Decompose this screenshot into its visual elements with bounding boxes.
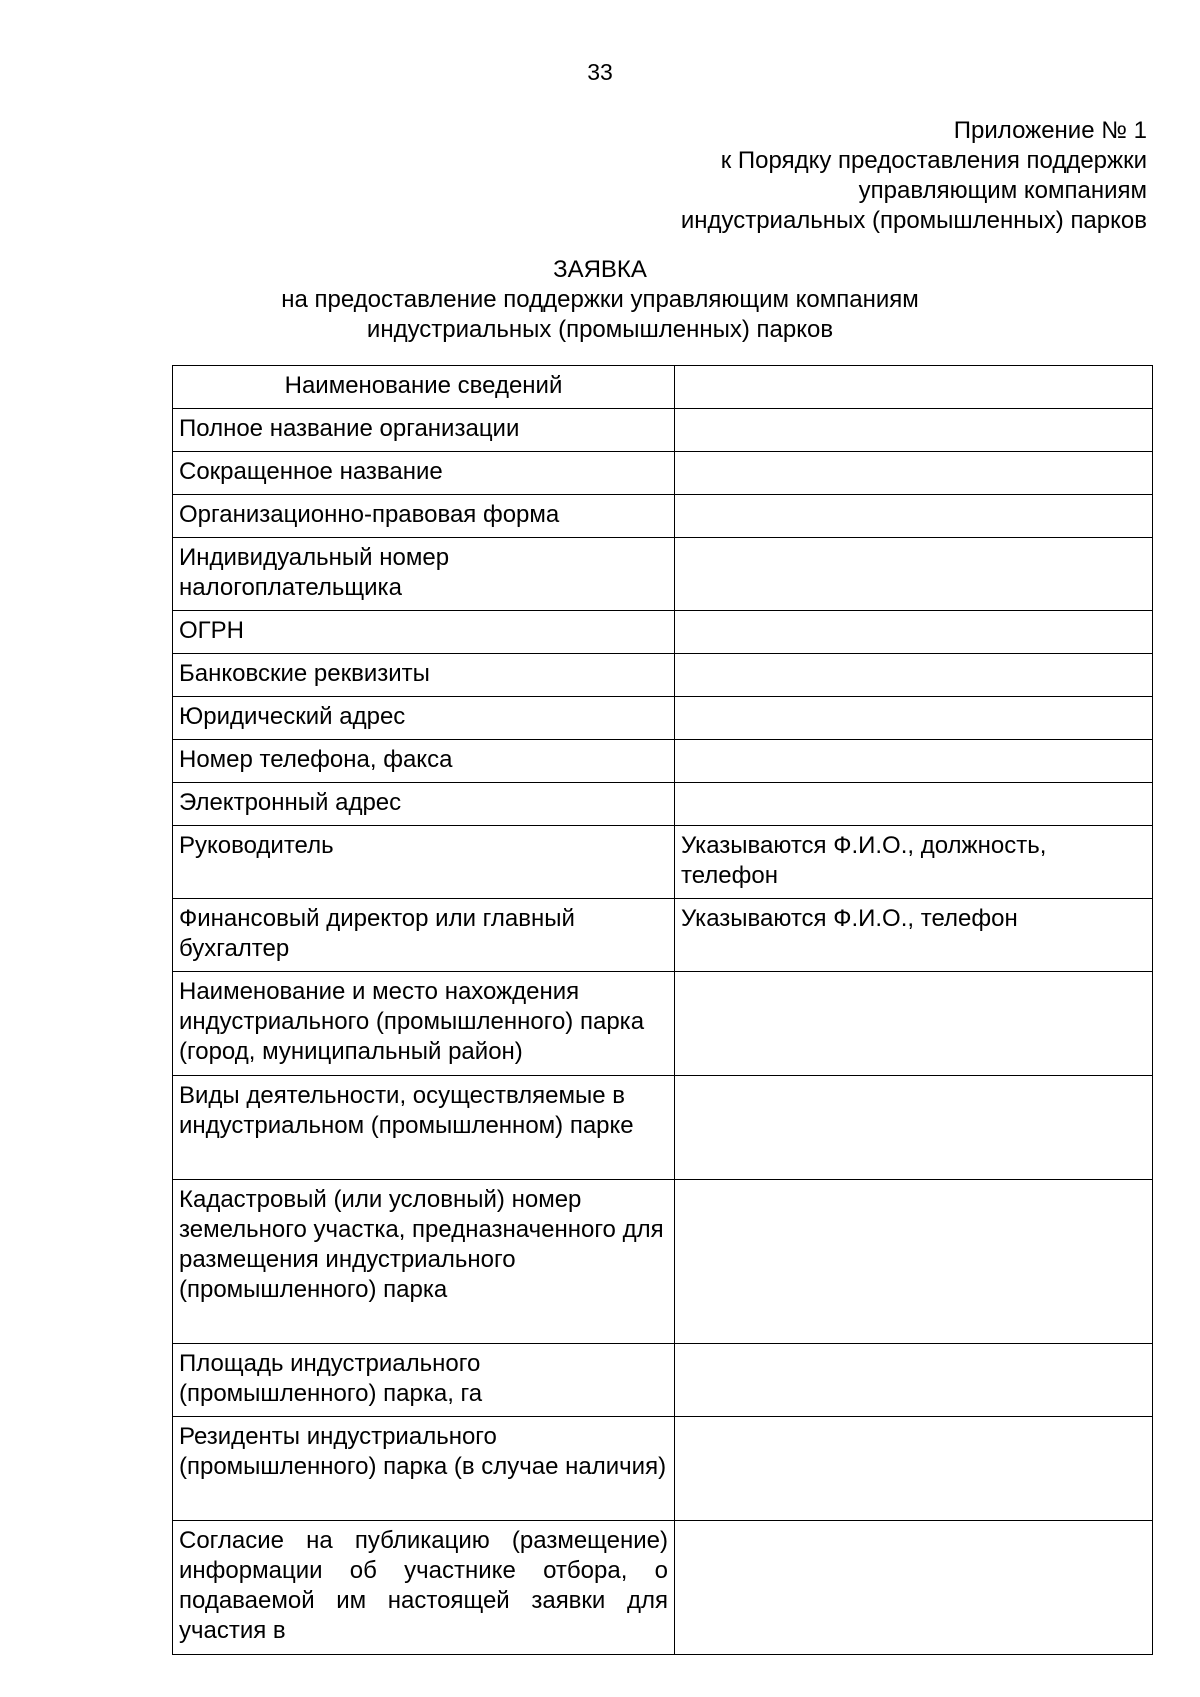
row-value	[675, 1076, 1153, 1180]
row-value	[675, 1344, 1153, 1417]
row-label: Номер телефона, факса	[173, 740, 675, 783]
application-form-table	[172, 365, 1153, 1655]
title-subtitle-line: индустриальных (промышленных) парков	[366, 316, 834, 343]
row-label: Резиденты индустриального (промышленного) парка (в случае наличия)	[173, 1417, 675, 1521]
row-value	[675, 1521, 1153, 1655]
table-row	[173, 1417, 1153, 1521]
appendix-line: индустриальных (промышленных) парков	[680, 207, 1147, 234]
row-value	[675, 972, 1153, 1076]
row-value	[675, 452, 1153, 495]
table-row	[173, 740, 1153, 783]
table-row	[173, 783, 1153, 826]
row-value	[675, 495, 1153, 538]
row-label: Организационно-правовая форма	[173, 495, 675, 538]
table-row	[173, 826, 1153, 899]
row-label: Сокращенное название	[173, 452, 675, 495]
row-label: Финансовый директор или главный бухгалтер	[173, 899, 675, 972]
row-value	[675, 1417, 1153, 1521]
row-value: Указываются Ф.И.О., должность, телефон	[675, 826, 1153, 899]
appendix-line: Приложение № 1	[953, 117, 1147, 144]
row-label: Электронный адрес	[173, 783, 675, 826]
row-label: Руководитель	[173, 826, 675, 899]
table-row	[173, 1521, 1153, 1655]
header-cell-name: Наименование сведений	[173, 366, 675, 409]
row-value	[675, 783, 1153, 826]
table-row	[173, 1180, 1153, 1344]
row-label: Согласие на публикацию (размещение) информации об участнике отбора, о подаваемой им настоящей заявки для участия в	[173, 1521, 675, 1655]
row-label: ОГРН	[173, 611, 675, 654]
table-row	[173, 1076, 1153, 1180]
table-header-row	[173, 366, 1153, 409]
row-label: Наименование и место нахождения индустриального (промышленного) парка (город, муниципальный район)	[173, 972, 675, 1076]
table-row	[173, 452, 1153, 495]
row-value	[675, 409, 1153, 452]
title-heading: ЗАЯВКА	[553, 256, 647, 283]
row-label: Юридический адрес	[173, 697, 675, 740]
header-cell-value	[675, 366, 1153, 409]
row-label: Банковские реквизиты	[173, 654, 675, 697]
row-value: Указываются Ф.И.О., телефон	[675, 899, 1153, 972]
table-row	[173, 972, 1153, 1076]
row-label: Виды деятельности, осуществляемые в индустриальном (промышленном) парке	[173, 1076, 675, 1180]
document-title	[0, 255, 1200, 345]
table-row	[173, 654, 1153, 697]
row-label: Площадь индустриального (промышленного) парка, га	[173, 1344, 675, 1417]
row-value	[675, 611, 1153, 654]
appendix-line: управляющим компаниям	[858, 177, 1147, 204]
table-row	[173, 409, 1153, 452]
row-label: Полное название организации	[173, 409, 675, 452]
row-value	[675, 538, 1153, 611]
row-value	[675, 697, 1153, 740]
appendix-line: к Порядку предоставления поддержки	[720, 147, 1147, 174]
table-row	[173, 538, 1153, 611]
row-value	[675, 1180, 1153, 1344]
table-row	[173, 697, 1153, 740]
appendix-reference	[681, 116, 1147, 236]
table-row	[173, 1344, 1153, 1417]
table-row	[173, 899, 1153, 972]
page-number: 33	[587, 59, 613, 85]
row-value	[675, 740, 1153, 783]
row-value	[675, 654, 1153, 697]
title-subtitle-line: на предоставление поддержки управляющим компаниям	[281, 286, 919, 313]
row-label: Индивидуальный номер налогоплательщика	[173, 538, 675, 611]
table-row	[173, 495, 1153, 538]
table-row	[173, 611, 1153, 654]
row-label: Кадастровый (или условный) номер земельного участка, предназначенного для размещения индустриального (промышленного) парка	[173, 1180, 675, 1344]
